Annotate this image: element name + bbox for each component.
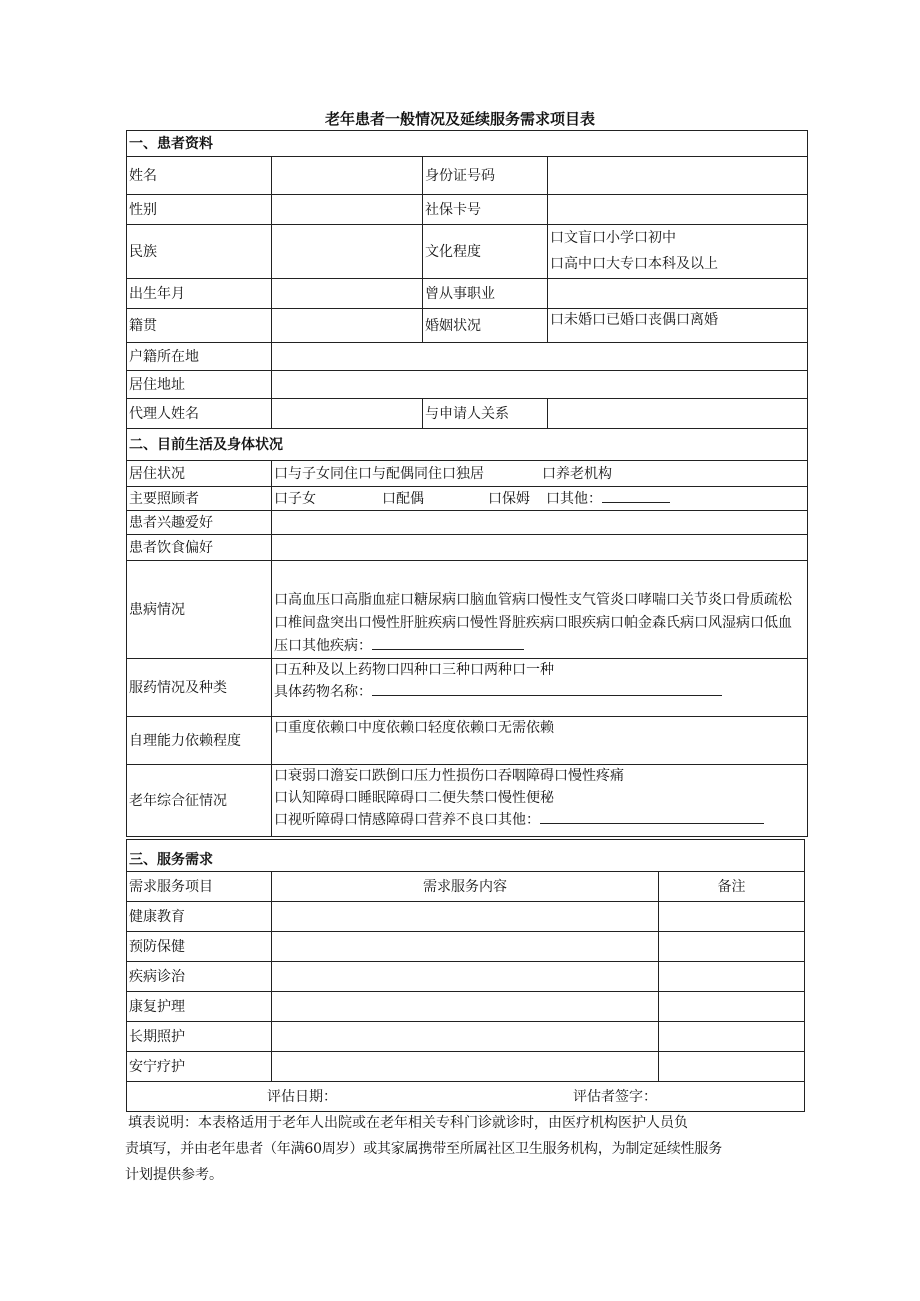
field-education[interactable] [548, 225, 808, 279]
living-options-main[interactable]: 口与子女同住口与配偶同住口独居 [274, 465, 484, 482]
label-education: 文化程度 [423, 225, 548, 279]
service-content-cell[interactable] [272, 932, 659, 962]
label-relation: 与申请人关系 [423, 399, 548, 429]
service-note-cell[interactable] [659, 992, 805, 1022]
label-marital: 婚姻状况 [423, 309, 548, 343]
header-service-content: 需求服务内容 [272, 872, 659, 902]
instructions-note [125, 1110, 798, 1188]
geriatric-cell[interactable] [272, 765, 808, 837]
medication-options[interactable]: 口五种及以上药物口四种口三种口两种口一种 [274, 662, 554, 678]
label-diet: 患者饮食偏好 [127, 535, 272, 561]
field-gender[interactable] [272, 195, 423, 225]
geriatric-options-1[interactable]: 口衰弱口澹妄口跌倒口压力性损伤口吞咽障碍口慢性疼痛 [274, 768, 624, 784]
field-name[interactable] [272, 157, 423, 195]
caregiver-other-line[interactable] [602, 488, 670, 503]
table-row [127, 992, 805, 1022]
field-id-number[interactable] [548, 157, 808, 195]
table-row [127, 962, 805, 992]
field-household[interactable] [272, 343, 808, 371]
service-content-cell[interactable] [272, 1052, 659, 1082]
evaluation-date-label: 评估日期： [267, 1088, 337, 1105]
note-line-3: 计划提供参考。 [125, 1167, 223, 1183]
label-gender: 性别 [127, 195, 272, 225]
header-service-item: 需求服务项目 [127, 872, 272, 902]
label-occupation: 曾从事职业 [423, 279, 548, 309]
label-birth: 出生年月 [127, 279, 272, 309]
medication-name-label: 具体药物名称： [274, 684, 372, 700]
field-address[interactable] [272, 371, 808, 399]
medication-name-line[interactable] [372, 681, 722, 696]
disease-options[interactable] [272, 561, 808, 659]
form-part-1-2 [126, 130, 807, 837]
label-native: 籍贯 [127, 309, 272, 343]
note-line-2: 责填写，并由老年患者（年满60周岁）或其家属携带至所属社区卫生服务机构，为制定延续性服务 [125, 1141, 723, 1157]
table-row [127, 1052, 805, 1082]
field-ethnicity[interactable] [272, 225, 423, 279]
page-title: 老年患者一般情况及延续服务需求项目表 [324, 110, 595, 128]
label-agent: 代理人姓名 [127, 399, 272, 429]
service-content-cell[interactable] [272, 992, 659, 1022]
evaluation-row[interactable] [127, 1082, 805, 1112]
geriatric-options-2[interactable]: 口认知障碍口睡眠障碍口二便失禁口慢性便秘 [274, 790, 554, 806]
field-hobby[interactable] [272, 511, 808, 535]
service-content-cell[interactable] [272, 962, 659, 992]
service-note-cell[interactable] [659, 1022, 805, 1052]
label-disease: 患病情况 [127, 561, 272, 659]
service-content-cell[interactable] [272, 1022, 659, 1052]
section-2-heading: 二、目前生活及身体状况 [127, 429, 808, 461]
section-1-heading: 一、患者资料 [127, 131, 808, 157]
label-social-card: 社保卡号 [423, 195, 548, 225]
label-name: 姓名 [127, 157, 272, 195]
label-id-number: 身份证号码 [423, 157, 548, 195]
field-occupation[interactable] [548, 279, 808, 309]
service-note-cell[interactable] [659, 902, 805, 932]
evaluator-signature-label: 评估者签字： [573, 1088, 657, 1105]
service-note-cell[interactable] [659, 932, 805, 962]
section-3-heading: 三、服务需求 [127, 840, 805, 872]
label-address: 居住地址 [127, 371, 272, 399]
caregiver-other[interactable]: 口其他： [546, 490, 602, 507]
service-item: 康复护理 [127, 992, 272, 1022]
living-option-nursing-home[interactable]: 口养老机构 [542, 465, 612, 482]
label-caregiver: 主要照顾者 [127, 487, 272, 511]
selfcare-options[interactable]: 口重度依赖口中度依赖口轻度依赖口无需依赖 [272, 717, 808, 765]
education-options-1[interactable]: 口文盲口小学口初中 [550, 230, 676, 246]
field-social-card[interactable] [548, 195, 808, 225]
service-item: 安宁疗护 [127, 1052, 272, 1082]
table-row [127, 902, 805, 932]
caregiver-options[interactable] [272, 487, 808, 511]
label-living: 居住状况 [127, 461, 272, 487]
table-row [127, 1022, 805, 1052]
service-item: 疾病诊治 [127, 962, 272, 992]
field-diet[interactable] [272, 535, 808, 561]
label-hobby: 患者兴趣爱好 [127, 511, 272, 535]
disease-other-line[interactable] [372, 635, 524, 650]
service-item: 预防保健 [127, 932, 272, 962]
caregiver-nanny[interactable]: 口保姆 [488, 490, 530, 507]
service-item: 健康教育 [127, 902, 272, 932]
label-medication: 服药情况及种类 [127, 659, 272, 717]
label-ethnicity: 民族 [127, 225, 272, 279]
label-selfcare: 自理能力依赖程度 [127, 717, 272, 765]
field-native[interactable] [272, 309, 423, 343]
service-note-cell[interactable] [659, 1052, 805, 1082]
field-agent[interactable] [272, 399, 423, 429]
marital-options[interactable]: 口未婚口已婚口丧偶口离婚 [548, 309, 808, 343]
note-line-1: 填表说明：本表格适用于老年人出院或在老年相关专科门诊就诊时，由医疗机构医护人员负 [128, 1115, 688, 1131]
label-geriatric: 老年综合征情况 [127, 765, 272, 837]
education-options-2[interactable]: 口高中口大专口本科及以上 [550, 256, 718, 272]
caregiver-child[interactable]: 口子女 [274, 490, 316, 507]
service-note-cell[interactable] [659, 962, 805, 992]
header-note: 备注 [659, 872, 805, 902]
field-relation[interactable] [548, 399, 808, 429]
table-row [127, 932, 805, 962]
geriatric-other-line[interactable] [540, 809, 764, 824]
medication-cell[interactable] [272, 659, 808, 717]
geriatric-options-3[interactable]: 口视听障碍口情感障碍口营养不良口其他： [274, 812, 540, 828]
service-content-cell[interactable] [272, 902, 659, 932]
service-item: 长期照护 [127, 1022, 272, 1052]
disease-options-text[interactable]: 口高血压口高脂血症口糖尿病口脑血管病口慢性支气管炎口哮喘口关节炎口骨质疏松口椎间盘突出口慢性肝脏疾病口慢性肾脏疾病口眼疾病口帕金森氏病口风湿病口低血压口其他疾病： [274, 592, 792, 654]
label-household: 户籍所在地 [127, 343, 272, 371]
living-options[interactable] [272, 461, 808, 487]
form-part-3 [126, 839, 804, 1112]
field-birth[interactable] [272, 279, 423, 309]
caregiver-spouse[interactable]: 口配偶 [382, 490, 424, 507]
